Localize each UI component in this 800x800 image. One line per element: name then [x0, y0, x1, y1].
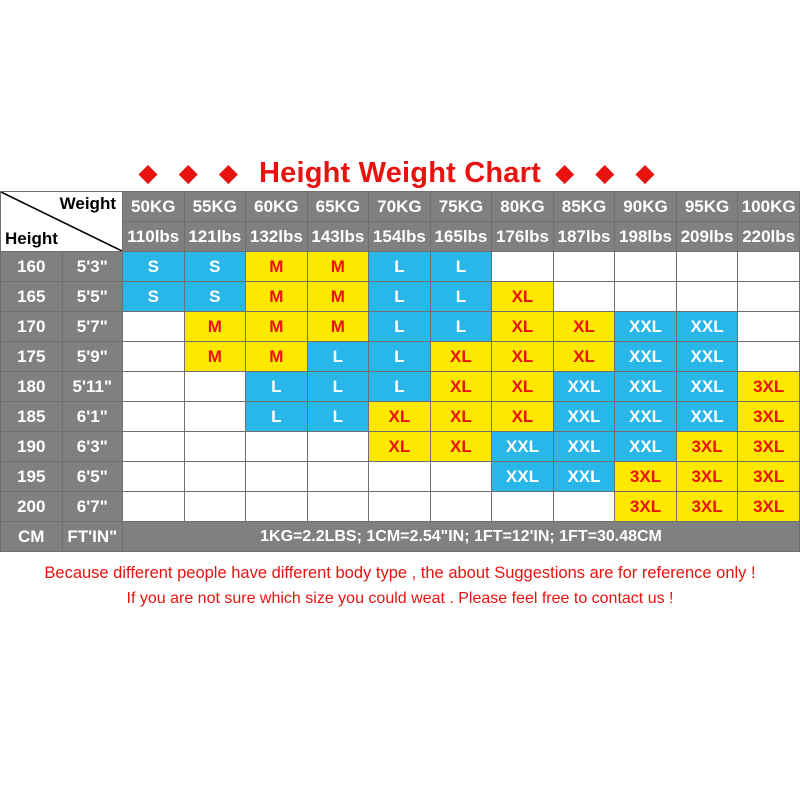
size-cell-xl: XL: [430, 432, 492, 462]
size-cell-3xl: 3XL: [615, 492, 677, 522]
row-header-ft-3: 5'9": [62, 342, 122, 372]
row-header-cm-8: 200: [1, 492, 63, 522]
size-cell-xxl: XXL: [553, 462, 615, 492]
row-header-cm-1: 165: [1, 282, 63, 312]
size-cell-xl: XL: [492, 342, 554, 372]
size-cell-empty: [307, 432, 369, 462]
size-cell-3xl: 3XL: [615, 462, 677, 492]
size-cell-3xl: 3XL: [676, 462, 738, 492]
column-header-kg-0: 50KG: [123, 192, 185, 222]
size-cell-empty: [369, 492, 431, 522]
size-cell-empty: [553, 252, 615, 282]
footer-unit-ft: FT'IN": [62, 522, 122, 552]
size-cell-3xl: 3XL: [676, 492, 738, 522]
size-cell-empty: [615, 282, 677, 312]
size-cell-3xl: 3XL: [738, 372, 800, 402]
size-cell-l: L: [369, 372, 431, 402]
size-cell-empty: [184, 372, 246, 402]
size-cell-s: S: [184, 252, 246, 282]
size-cell-empty: [123, 462, 185, 492]
size-cell-empty: [246, 432, 308, 462]
disclaimer-block: [0, 561, 800, 611]
size-cell-l: L: [307, 342, 369, 372]
size-cell-empty: [123, 402, 185, 432]
size-cell-xl: XL: [553, 342, 615, 372]
height-axis-label: Height: [5, 229, 58, 248]
size-cell-l: L: [430, 252, 492, 282]
row-header-ft-5: 6'1": [62, 402, 122, 432]
size-cell-l: L: [369, 342, 431, 372]
size-cell-l: L: [369, 282, 431, 312]
size-cell-empty: [738, 282, 800, 312]
column-header-kg-4: 70KG: [369, 192, 431, 222]
row-header-ft-2: 5'7": [62, 312, 122, 342]
row-header-cm-6: 190: [1, 432, 63, 462]
size-cell-m: M: [246, 342, 308, 372]
size-cell-empty: [492, 492, 554, 522]
size-cell-empty: [307, 462, 369, 492]
size-cell-xxl: XXL: [615, 432, 677, 462]
size-cell-xl: XL: [492, 402, 554, 432]
size-cell-empty: [123, 342, 185, 372]
page-title: Height Weight Chart: [259, 156, 541, 189]
size-cell-s: S: [123, 282, 185, 312]
table-row: [1, 282, 800, 312]
size-cell-xl: XL: [553, 312, 615, 342]
row-header-cm-2: 170: [1, 312, 63, 342]
row-header-ft-6: 6'3": [62, 432, 122, 462]
size-cell-l: L: [307, 402, 369, 432]
size-cell-3xl: 3XL: [676, 432, 738, 462]
size-cell-l: L: [430, 312, 492, 342]
size-cell-xxl: XXL: [492, 462, 554, 492]
diamond-ornament-right-icon: ◆ ◆ ◆: [554, 158, 662, 187]
size-cell-xxl: XXL: [553, 402, 615, 432]
column-header-kg-9: 95KG: [676, 192, 738, 222]
size-cell-m: M: [246, 252, 308, 282]
row-header-cm-0: 160: [1, 252, 63, 282]
footer-conversions: 1KG=2.2LBS; 1CM=2.54"IN; 1FT=12'IN; 1FT=30.48CM: [123, 522, 800, 552]
size-cell-empty: [553, 282, 615, 312]
size-cell-xxl: XXL: [615, 372, 677, 402]
column-header-lbs-1: 121lbs: [184, 222, 246, 252]
size-cell-empty: [184, 492, 246, 522]
size-cell-empty: [553, 492, 615, 522]
row-header-ft-8: 6'7": [62, 492, 122, 522]
size-cell-m: M: [307, 312, 369, 342]
row-header-cm-3: 175: [1, 342, 63, 372]
row-header-cm-7: 195: [1, 462, 63, 492]
table-row: [1, 312, 800, 342]
column-header-lbs-7: 187lbs: [553, 222, 615, 252]
table-row: [1, 372, 800, 402]
row-header-ft-1: 5'5": [62, 282, 122, 312]
size-cell-empty: [369, 462, 431, 492]
size-cell-l: L: [369, 252, 431, 282]
size-cell-empty: [123, 432, 185, 462]
column-header-lbs-3: 143lbs: [307, 222, 369, 252]
size-cell-empty: [184, 402, 246, 432]
chart-title-row: [0, 155, 800, 191]
size-cell-xxl: XXL: [676, 402, 738, 432]
size-cell-empty: [184, 462, 246, 492]
table-row: [1, 252, 800, 282]
size-cell-empty: [123, 312, 185, 342]
size-cell-3xl: 3XL: [738, 402, 800, 432]
size-cell-xl: XL: [492, 312, 554, 342]
column-header-kg-8: 90KG: [615, 192, 677, 222]
size-cell-xl: XL: [369, 432, 431, 462]
size-cell-l: L: [430, 282, 492, 312]
column-header-kg-2: 60KG: [246, 192, 308, 222]
size-cell-m: M: [307, 282, 369, 312]
table-row: [1, 462, 800, 492]
table-footer-row: [1, 522, 800, 552]
axis-corner-cell: [1, 192, 123, 252]
row-header-ft-7: 6'5": [62, 462, 122, 492]
column-header-kg-7: 85KG: [553, 192, 615, 222]
column-header-kg-6: 80KG: [492, 192, 554, 222]
size-cell-s: S: [184, 282, 246, 312]
size-cell-empty: [307, 492, 369, 522]
size-cell-l: L: [307, 372, 369, 402]
row-header-cm-4: 180: [1, 372, 63, 402]
size-chart-table: [0, 191, 800, 552]
size-cell-xl: XL: [430, 342, 492, 372]
column-header-kg-5: 75KG: [430, 192, 492, 222]
table-row: [1, 402, 800, 432]
size-cell-xxl: XXL: [676, 312, 738, 342]
size-cell-empty: [676, 252, 738, 282]
column-header-kg-1: 55KG: [184, 192, 246, 222]
row-header-ft-4: 5'11": [62, 372, 122, 402]
size-cell-l: L: [246, 372, 308, 402]
size-cell-empty: [123, 492, 185, 522]
size-cell-empty: [184, 432, 246, 462]
table-row: [1, 492, 800, 522]
size-cell-m: M: [184, 312, 246, 342]
size-cell-xxl: XXL: [676, 372, 738, 402]
size-chart-body: [1, 192, 800, 552]
table-header-row-kg: [1, 192, 800, 222]
row-header-cm-5: 185: [1, 402, 63, 432]
column-header-lbs-8: 198lbs: [615, 222, 677, 252]
row-header-ft-0: 5'3": [62, 252, 122, 282]
size-cell-xxl: XXL: [553, 372, 615, 402]
column-header-lbs-6: 176lbs: [492, 222, 554, 252]
size-cell-s: S: [123, 252, 185, 282]
size-cell-xxl: XXL: [676, 342, 738, 372]
size-cell-m: M: [246, 282, 308, 312]
column-header-kg-3: 65KG: [307, 192, 369, 222]
size-cell-m: M: [307, 252, 369, 282]
column-header-lbs-4: 154lbs: [369, 222, 431, 252]
size-cell-empty: [676, 282, 738, 312]
size-cell-empty: [738, 342, 800, 372]
diamond-ornament-left-icon: ◆ ◆ ◆: [138, 158, 245, 187]
column-header-lbs-0: 110lbs: [123, 222, 185, 252]
size-cell-3xl: 3XL: [738, 492, 800, 522]
weight-axis-label: Weight: [59, 194, 116, 213]
size-cell-empty: [738, 252, 800, 282]
size-cell-empty: [615, 252, 677, 282]
footer-unit-cm: CM: [1, 522, 63, 552]
size-cell-3xl: 3XL: [738, 462, 800, 492]
size-cell-xl: XL: [430, 372, 492, 402]
disclaimer-line-2: If you are not sure which size you could weat . Please feel free to contact us !: [126, 589, 674, 607]
size-cell-xxl: XXL: [553, 432, 615, 462]
table-row: [1, 342, 800, 372]
size-cell-xl: XL: [492, 372, 554, 402]
size-cell-empty: [738, 312, 800, 342]
size-cell-xxl: XXL: [615, 342, 677, 372]
column-header-lbs-10: 220lbs: [738, 222, 800, 252]
column-header-lbs-2: 132lbs: [246, 222, 308, 252]
size-chart-panel: [0, 155, 800, 645]
size-cell-l: L: [246, 402, 308, 432]
size-cell-xxl: XXL: [615, 312, 677, 342]
size-cell-l: L: [369, 312, 431, 342]
column-header-kg-10: 100KG: [738, 192, 800, 222]
size-cell-empty: [430, 462, 492, 492]
size-cell-empty: [246, 462, 308, 492]
size-cell-empty: [123, 372, 185, 402]
size-cell-xl: XL: [430, 402, 492, 432]
size-cell-empty: [430, 492, 492, 522]
size-cell-empty: [492, 252, 554, 282]
column-header-lbs-9: 209lbs: [676, 222, 738, 252]
disclaimer-line-1: Because different people have different body type , the about Suggestions are for reference only !: [44, 564, 756, 582]
size-cell-xl: XL: [369, 402, 431, 432]
size-cell-m: M: [246, 312, 308, 342]
size-cell-3xl: 3XL: [738, 432, 800, 462]
size-cell-xxl: XXL: [615, 402, 677, 432]
size-cell-empty: [246, 492, 308, 522]
size-cell-xl: XL: [492, 282, 554, 312]
column-header-lbs-5: 165lbs: [430, 222, 492, 252]
size-cell-m: M: [184, 342, 246, 372]
size-cell-xxl: XXL: [492, 432, 554, 462]
table-row: [1, 432, 800, 462]
